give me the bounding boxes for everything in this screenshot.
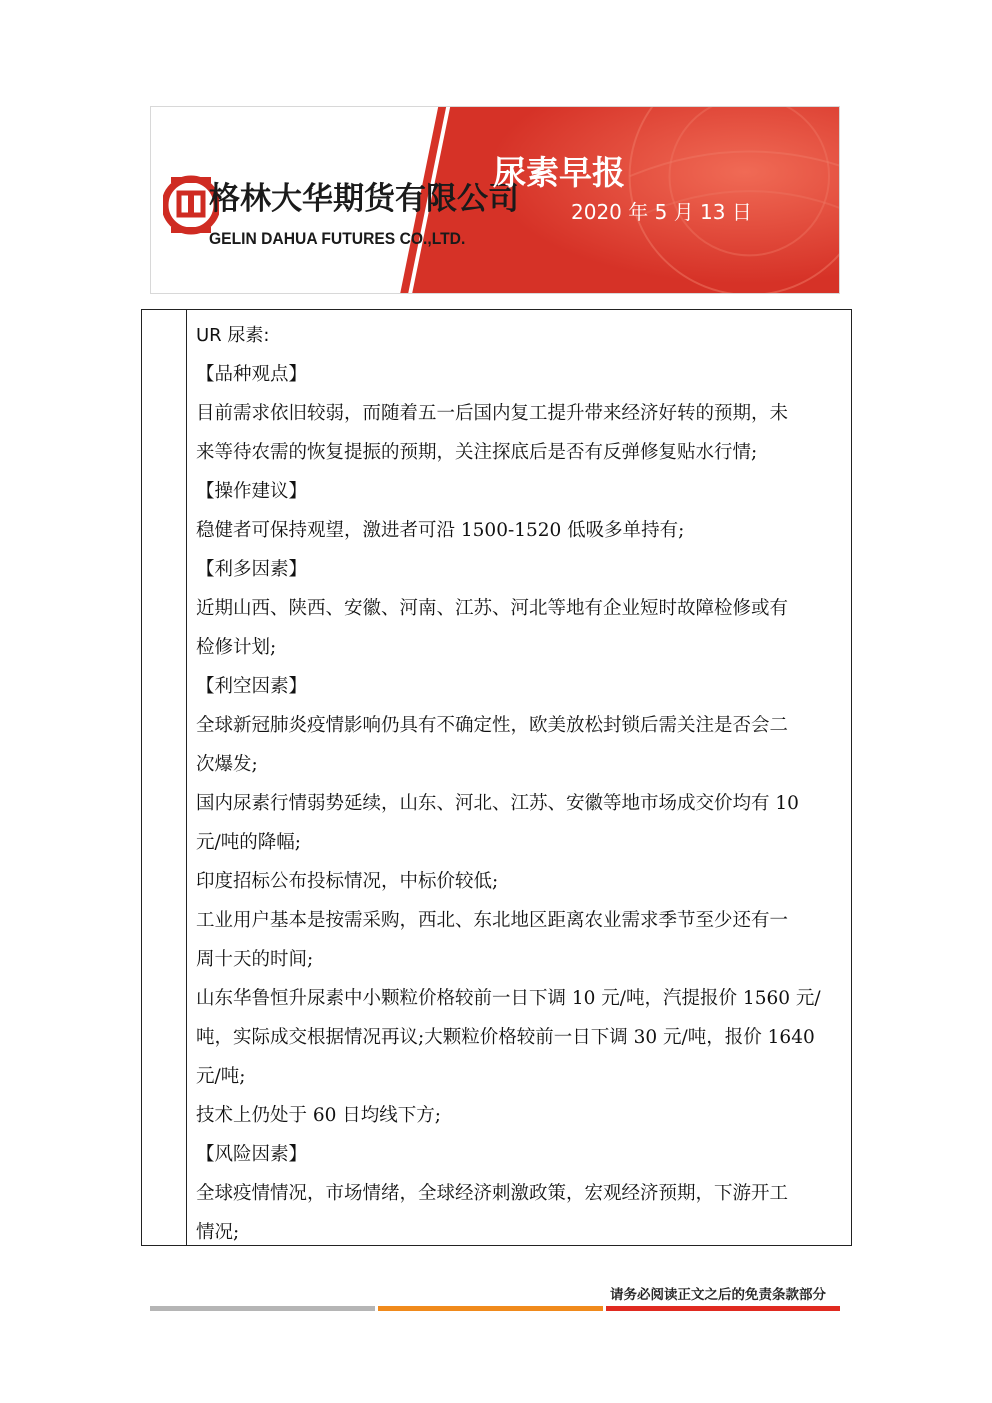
section-heading: 【利多因素】 [196,559,308,580]
report-date: 2020 年 5 月 13 日 [571,200,752,224]
section-text-line: 近期山西、陕西、安徽、河南、江苏、河北等地有企业短时故障检修或有 [196,598,789,619]
section-text-line: 全球疫情情况，市场情绪，全球经济刺激政策，宏观经济预期，下游开工 [196,1183,789,1204]
section-text-line: 稳健者可保持观望，激进者可沿 1500-1520 低吸多单持有; [196,520,685,541]
section-text-line: 全球新冠肺炎疫情影响仍具有不确定性，欧美放松封锁后需关注是否会二 [196,715,789,736]
product-label: UR 尿素: [196,325,270,346]
disclaimer-note: 请务必阅读正文之后的免责条款部分 [610,1287,826,1303]
section-text-line: 目前需求依旧较弱，而随着五一后国内复工提升带来经济好转的预期，未 [196,403,789,424]
section-text-line: 工业用户基本是按需采购，西北、东北地区距离农业需求季节至少还有一 [196,910,789,931]
section-text-line: 元/吨; [196,1066,246,1087]
report-section [196,550,846,667]
section-text-line: 周十天的时间; [196,949,314,970]
section-text-line: 技术上仍处于 60 日均线下方; [196,1105,442,1126]
section-text-line: 次爆发; [196,754,258,775]
report-body [196,316,846,1252]
left-column [142,310,187,1245]
report-title: 尿素早报 [493,153,625,192]
section-text-line: 元/吨的降幅; [196,832,301,853]
company-name-en: GELIN DAHUA FUTURES CO.,LTD. [209,229,466,248]
footer-bar-orange [378,1306,603,1311]
section-text-line: 情况; [196,1222,240,1243]
report-section [196,667,846,1135]
report-section [196,355,846,472]
report-header-banner [150,106,840,294]
section-text-line: 山东华鲁恒升尿素中小颗粒价格较前一日下调 10 元/吨，汽提报价 1560 元/ [196,988,821,1009]
report-section [196,1135,846,1252]
section-heading: 【利空因素】 [196,676,308,697]
section-heading: 【品种观点】 [196,364,308,385]
section-text-line: 印度招标公布投标情况，中标价较低; [196,871,499,892]
company-name-cn: 格林大华期货有限公司 [209,181,519,217]
section-heading: 【风险因素】 [196,1144,308,1165]
section-text-line: 国内尿素行情弱势延续，山东、河北、江苏、安徽等地市场成交价均有 10 [196,793,799,814]
section-text-line: 检修计划; [196,637,277,658]
footer-bar-red [606,1306,840,1311]
footer-bar-gray [150,1306,375,1311]
section-text-line: 吨，实际成交根据情况再议;大颗粒价格较前一日下调 30 元/吨，报价 1640 [196,1027,815,1048]
section-text-line: 来等待农需的恢复提振的预期，关注探底后是否有反弹修复贴水行情; [196,442,758,463]
report-section [196,472,846,550]
report-content-box [141,309,852,1246]
section-heading: 【操作建议】 [196,481,308,502]
